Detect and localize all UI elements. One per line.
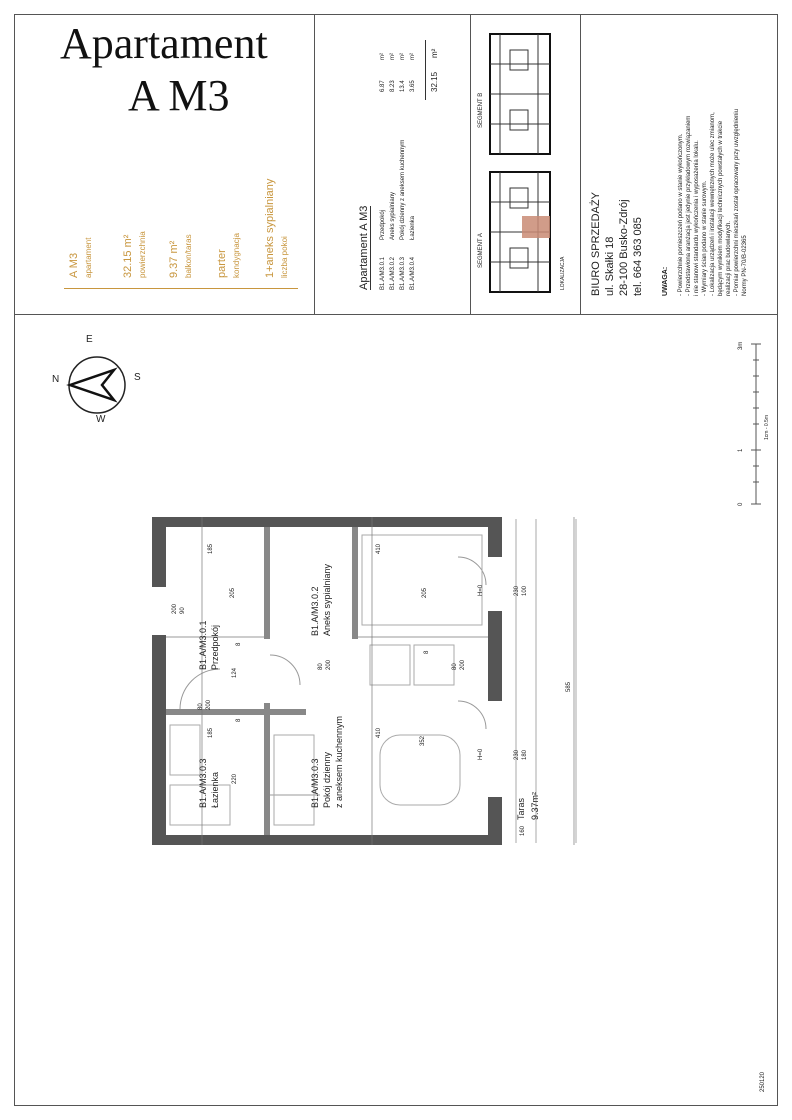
notes-line: - Pomiar powierzchni mieszkań został opracowany przy uwzględnieniu — [734, 108, 740, 296]
summary-area: 32.15 m² — [122, 234, 134, 278]
dim-230: 230 — [514, 585, 520, 596]
room-code-3: B1.A/M3.0.3 — [400, 256, 406, 290]
room-name-1: Przedpokój — [380, 209, 386, 240]
room-total-unit: m² — [430, 48, 439, 58]
summary-floor-sub: kondygnacja — [232, 233, 241, 278]
header-separator-2 — [470, 14, 471, 314]
dim-h0: H=0 — [478, 584, 484, 596]
apartment-location-highlight — [522, 216, 550, 238]
dim-160: 160 — [520, 825, 526, 836]
dim-180: 180 — [522, 749, 528, 760]
dim-185: 185 — [208, 543, 214, 554]
room-area-1: 6.87 — [380, 80, 386, 92]
plan-room2-code: B1.A/M3.0.2 — [310, 586, 320, 636]
plan-terrace-area: 9.37m² — [530, 791, 540, 820]
dim-352: 352 — [420, 735, 426, 746]
summary-balcony: 9.37 m² — [168, 240, 180, 278]
plan-room3-code: B1.A/M3.0.3 — [310, 758, 320, 808]
room-unit-4: m² — [410, 53, 416, 60]
dim-100: 100 — [522, 585, 528, 596]
room-area-4: 3.65 — [410, 80, 416, 92]
sales-line2: ul. Skałki 18 — [604, 236, 616, 296]
notes-line: - Lokalizacja urządzeń i instalacji wewnętrznych może ulec zmianom, — [710, 112, 716, 296]
room-unit-2: m² — [390, 53, 396, 60]
dim-410: 410 — [376, 727, 382, 738]
dim-200: 200 — [460, 659, 466, 670]
dim-410: 410 — [376, 543, 382, 554]
room-name-2: Aneks sypialniany — [390, 191, 396, 240]
document-code: 250120 — [760, 1071, 766, 1092]
room-unit-1: m² — [380, 53, 386, 60]
dim-185: 185 — [208, 727, 214, 738]
sales-line1: BIURO SPRZEDAŻY — [590, 192, 602, 296]
sales-line4: tel. 664 363 085 — [632, 217, 644, 296]
location-caption: LOKALIZACJA — [560, 256, 566, 290]
room-unit-3: m² — [400, 53, 406, 60]
notes-line: realizacji prac budowlanych. — [726, 220, 732, 296]
room-code-4: B1.A/M3.0.4 — [410, 256, 416, 290]
plan-room4-name: Łazienka — [210, 771, 220, 808]
plan-room3-name: Pokój dzienny — [322, 751, 332, 808]
room-table-title: Apartament A M3 — [358, 205, 370, 290]
plan-room1-name: Przedpokój — [210, 624, 220, 670]
plan-room1-code: B1.A/M3.0.1 — [198, 620, 208, 670]
plan-terrace-name: Taras — [516, 797, 526, 820]
notes-line: i nie stanowi standardu wykończenia i wyposażenia lokalu. — [694, 140, 700, 296]
dim-90: 90 — [180, 607, 186, 614]
room-area-3: 13.4 — [400, 80, 406, 92]
segment-b-label: SEGMENT B — [478, 92, 484, 128]
dim-8: 8 — [236, 642, 242, 646]
room-code-1: B1.A/M3.0.1 — [380, 256, 386, 290]
dim-205: 205 — [422, 587, 428, 598]
header-separator-3 — [580, 14, 581, 314]
summary-balcony-sub: balkon/taras — [184, 234, 193, 278]
dim-80: 80 — [318, 663, 324, 670]
notes-line: - Przedstawiona aranżacja jest jedynie przykładowym rozwiązaniem — [686, 115, 692, 296]
plan-room4-code: B1.A/M3.0.3 — [198, 758, 208, 808]
total-rule — [425, 40, 426, 100]
room-total: 32.15 — [430, 71, 439, 92]
segment-a-label: SEGMENT A — [478, 233, 484, 268]
notes-line: będącym wynikiem modyfikacji technicznych powstałych w trakcie — [718, 120, 724, 296]
summary-name-sub: apartament — [84, 237, 93, 278]
plan-room2-name: Aneks sypialniany — [322, 563, 332, 636]
room-name-4: Łazienka — [410, 215, 416, 240]
scale-one: 1 — [738, 448, 744, 452]
dim-8: 8 — [424, 650, 430, 654]
compass-east: E — [86, 334, 93, 345]
dim-8: 8 — [236, 718, 242, 722]
summary-rooms: 1+aneks sypialniany — [264, 178, 276, 278]
dim-205: 205 — [230, 587, 236, 598]
dim-80: 80 — [198, 703, 204, 710]
dim-200: 200 — [172, 603, 178, 614]
notes-line: - Powierzchnie pomieszczeń podano w stanie wykończonym. — [678, 133, 684, 296]
summary-rooms-sub: liczba pokoi — [280, 236, 289, 278]
dim-230: 230 — [514, 749, 520, 760]
dim-80: 80 — [452, 663, 458, 670]
apartment-title-line2: A M3 — [128, 71, 230, 120]
location-plan-drawing — [488, 30, 554, 298]
summary-underline — [64, 288, 298, 289]
notes-line: Normy PN-70/B-02365 — [742, 235, 748, 296]
notes-line: - Wymiary ścian podano w stanie surowym. — [702, 180, 708, 296]
notes-heading: UWAGA: — [662, 266, 669, 296]
scale-three: 3m — [738, 341, 744, 350]
sales-line3: 28-100 Busko-Zdrój — [618, 199, 630, 296]
scale-zero: 0 — [738, 502, 744, 506]
dim-h0: H=0 — [478, 748, 484, 760]
summary-area-sub: powierzchnia — [138, 231, 147, 278]
room-name-3: Pokój dzienny z aneksem kuchennym — [400, 139, 406, 240]
dim-220: 220 — [232, 773, 238, 784]
plan-room3-name2: z aneksem kuchennym — [334, 715, 344, 808]
apartment-title-line1: Apartament — [60, 19, 268, 68]
dim-200: 200 — [206, 699, 212, 710]
summary-floor: parter — [216, 249, 228, 278]
compass-south: S — [134, 372, 141, 383]
header-divider — [14, 314, 778, 315]
scale-caption: 1cm - 0.5m — [764, 414, 770, 440]
room-area-2: 8.23 — [390, 80, 396, 92]
header-separator-1 — [314, 14, 315, 314]
compass-rose-icon — [62, 350, 132, 420]
dim-124: 124 — [232, 667, 238, 678]
room-code-2: B1.A/M3.0.2 — [390, 256, 396, 290]
dim-585: 585 — [566, 681, 572, 692]
compass-north: N — [52, 374, 60, 385]
scale-ruler — [748, 342, 764, 508]
summary-name: A M3 — [68, 252, 80, 278]
dim-200: 200 — [326, 659, 332, 670]
compass-west: W — [96, 414, 106, 425]
